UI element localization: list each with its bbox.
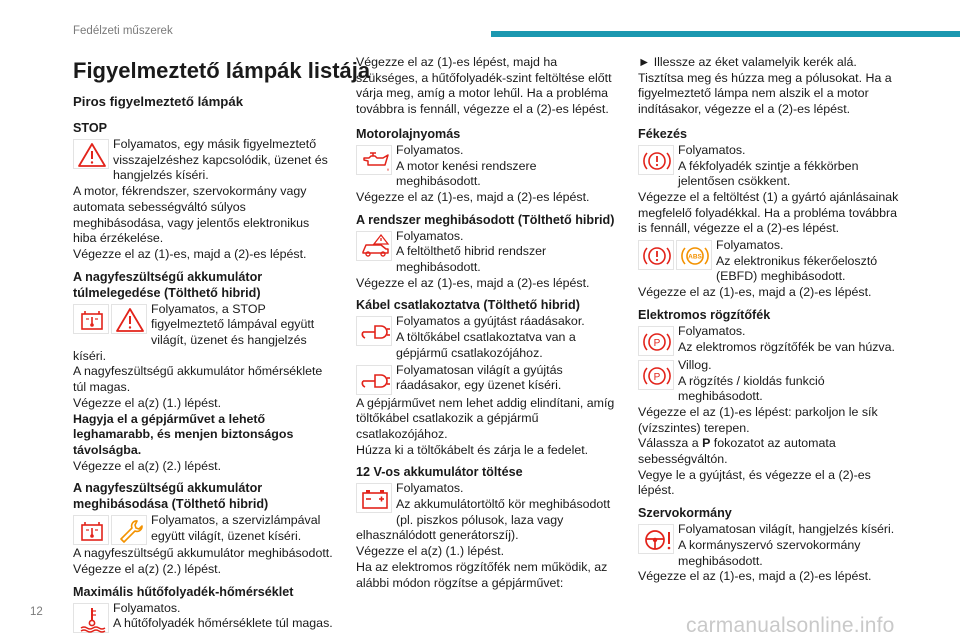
wrench-icon (111, 515, 147, 545)
hvfault-entry (73, 513, 335, 544)
stop-text-1: Folyamatos, egy másik figyelmeztető visszajelzéshez kapcsolódik, üzenet és hangjelzés kíséri. (113, 137, 328, 183)
parking-text-1: Folyamatos. (678, 323, 746, 338)
brake-text-4: Folyamatos. (716, 238, 784, 253)
parking-text-2: Az elektromos rögzítőfék be van húzva. (678, 339, 895, 354)
hybrid-system-fault-icon (356, 231, 392, 261)
hybrid-text-3: Végezze el az (1)-es, majd a (2)-es lépést. (356, 275, 590, 290)
brake-text-2: A fékfolyadék szintje a fékkörben jelentősen csökkent. (678, 158, 859, 189)
cable-text-1: Folyamatos a gyújtást ráadásakor. (396, 314, 585, 329)
coolant-temperature-icon (73, 603, 109, 633)
battery12-text-5: Tisztítsa meg és húzza meg a pólusokat. Ha a figyelmeztető lámpa nem alszik el a motor indításakor, végezze el a (2)-es lépést. (638, 70, 892, 117)
brake-warning-icon (638, 145, 674, 175)
cable-heading: Kábel csatlakoztatva (Tölthető hibrid) (356, 298, 580, 313)
coolant-text-1: Folyamatos. (113, 600, 181, 615)
overheat-text-4: Hagyja el a gépjárművet a lehető leghamarabb, és menjen biztonságos távolságba. (73, 411, 294, 457)
hybrid-text-2: A feltölthető hibrid rendszer meghibásodott. (396, 244, 547, 275)
battery-thermometer-icon (73, 304, 109, 334)
brake-text-5: Az elektronikus fékerőelosztó (EBFD) meghibásodott. (716, 253, 878, 284)
battery12-heading: 12 V-os akkumulátor töltése (356, 465, 523, 480)
parking-brake-icon (638, 360, 674, 390)
parking-text-4: A rögzítés / kioldás funkció meghibásodott. (678, 373, 825, 404)
overheat-text-3: Végezze el a(z) (1.) lépést. (73, 395, 222, 410)
stop-heading: STOP (73, 121, 108, 135)
battery12-text-4: Ha az elektromos rögzítőfék nem működik, az alábbi módon rögzítse a gépjárművet: (356, 559, 608, 590)
column-2 (356, 55, 618, 591)
hvfault-text-1: Folyamatos, a szervizlámpával együtt világít, üzenet kíséri. (151, 513, 321, 544)
page-title: Figyelmeztető lámpák listája (73, 58, 371, 83)
parking-text-5: Végezze el az (1)-es lépést: parkoljon le sík (vízszintes) terepen. (638, 404, 878, 435)
brake-warning-icon (638, 240, 674, 270)
parking-heading: Elektromos rögzítőfék (638, 307, 771, 322)
steering-text-2: A kormányszervó szervokormány meghibásodott. (678, 537, 861, 568)
oil-can-icon (356, 145, 392, 175)
overheat-text-5: Végezze el a(z) (2.) lépést. (73, 458, 222, 473)
column-3 (638, 55, 900, 585)
parking-text-6c: fokozatot az automata sebességváltón. (638, 436, 836, 467)
overheat-heading: A nagyfeszültségű akkumulátor túlmelegedése (Tölthető hibrid) (73, 269, 263, 300)
warning-triangle-icon (73, 139, 109, 169)
battery-icon (356, 483, 392, 513)
charging-plug-icon (356, 316, 392, 346)
oil-text-2: A motor kenési rendszere meghibásodott. (396, 158, 537, 189)
oil-entry (356, 143, 618, 190)
parking-text-6a: Válassza a (638, 436, 699, 451)
overheat-text-2: A nagyfeszültségű akkumulátor hőmérséklete túl magas. (73, 364, 323, 395)
oil-text-3: Végezze el az (1)-es, majd a (2)-es lépést. (356, 189, 590, 204)
running-header: Fedélzeti műszerek (73, 25, 173, 37)
steering-text-1: Folyamatosan világít, hangjelzés kíséri. (678, 522, 895, 537)
parking-brake-icon (638, 326, 674, 356)
svg-text:P: P (653, 371, 661, 383)
cable-text-3: Folyamatosan világít a gyújtás ráadásakor, egy üzenet kíséri. (396, 362, 563, 393)
hvfault-text-2: A nagyfeszültségű akkumulátor meghibásodott. (73, 546, 333, 561)
hvfault-heading: A nagyfeszültségű akkumulátor meghibásodása (Tölthető hibrid) (73, 481, 269, 512)
wedge-bullet: ► Illessze az éket valamelyik kerék alá. (638, 55, 857, 69)
brake-entry-2 (638, 238, 900, 285)
svg-text:P: P (653, 337, 661, 349)
warning-triangle-icon (111, 304, 147, 334)
brake-text-1: Folyamatos. (678, 142, 746, 157)
parking-entry-1 (638, 324, 900, 355)
brake-entry-1 (638, 143, 900, 190)
header-accent-bar (491, 31, 960, 37)
overheat-text-1: Folyamatos, a STOP figyelmeztető lámpával együtt világít, üzenet és hangjelzés kíséri. (73, 301, 315, 363)
cable-text-5: Húzza ki a töltőkábelt és zárja le a fedelet. (356, 442, 589, 457)
steering-heading: Szervokormány (638, 506, 732, 521)
stop-entry (73, 137, 335, 184)
battery12-text-3: Végezze el a(z) (1.) lépést. (356, 544, 505, 559)
stop-text-3: Végezze el az (1)-es, majd a (2)-es lépést. (73, 246, 307, 261)
overheat-entry (73, 302, 335, 365)
steering-wheel-warning-icon (638, 524, 674, 554)
battery12-entry (356, 481, 618, 544)
hybrid-heading: A rendszer meghibásodott (Tölthető hibrid) (356, 212, 615, 227)
watermark: carmanualsonline.info (686, 614, 895, 637)
oil-text-1: Folyamatos. (396, 142, 464, 157)
cable-entry-2 (356, 363, 618, 394)
coolant-heading: Maximális hűtőfolyadék-hőmérséklet (73, 584, 294, 599)
gear-p-label: P (702, 436, 711, 451)
stop-text-2: A motor, fékrendszer, szervokormány vagy automata sebességváltó súlyos meghibásodása, vagy jelentős elektronikus hiba érzékelése. (73, 184, 310, 246)
brake-text-6: Végezze el az (1)-es, majd a (2)-es lépést. (638, 285, 872, 300)
battery-thermometer-icon (73, 515, 109, 545)
steering-text-3: Végezze el az (1)-es, majd a (2)-es lépést. (638, 569, 872, 584)
coolant-text-2: A hűtőfolyadék hőmérséklete túl magas. (113, 616, 333, 631)
cable-entry-1 (356, 314, 618, 361)
parking-text-6 (638, 436, 900, 467)
parking-text-3: Villog. (678, 357, 712, 372)
cable-text-4: A gépjárművet nem lehet addig elindítani, amíg töltőkábel csatlakozik a gépjármű csatlakozójához. (356, 395, 615, 441)
abs-icon (676, 240, 712, 270)
coolant-entry (73, 601, 335, 632)
parking-entry-2 (638, 358, 900, 405)
hybrid-text-1: Folyamatos. (396, 228, 464, 243)
charging-plug-icon (356, 365, 392, 395)
hybrid-entry (356, 229, 618, 276)
brake-text-3: Végezze el a feltöltést (1) a gyártó ajánlásainak megfelelő folyadékkal. Ha a probléma továbbra is fennáll, végezze el a (2)-es lépést. (638, 189, 899, 236)
section-title: Piros figyelmeztető lámpák (73, 94, 244, 109)
oil-heading: Motorolajnyomás (356, 126, 461, 141)
battery12-text-2: Az akkumulátortöltő kör meghibásodott (pl. piszkos pólusok, laza vagy elhasználódott generátorszíj). (356, 497, 611, 543)
cable-text-2: A töltőkábel csatlakoztatva van a gépjármű csatlakozójához. (396, 330, 576, 360)
parking-text-7: Vegye le a gyújtást, és végezze el a (2)-es lépést. (638, 467, 871, 498)
page-number: 12 (30, 606, 43, 618)
column-1 (73, 55, 371, 634)
hvfault-text-3: Végezze el a(z) (2.) lépést. (73, 562, 222, 577)
battery12-text-1: Folyamatos. (396, 481, 464, 496)
svg-text:ABS: ABS (688, 253, 702, 261)
brake-heading: Fékezés (638, 126, 688, 141)
coolant-intro: Végezze el az (1)-es lépést, majd ha szükséges, a hűtőfolyadék-szint feltöltése előtt várja meg, amíg a motor lehűl. Ha a probléma továbbra is fennáll, végezze el a (2)-es lépést. (356, 55, 612, 117)
steering-entry (638, 522, 900, 569)
